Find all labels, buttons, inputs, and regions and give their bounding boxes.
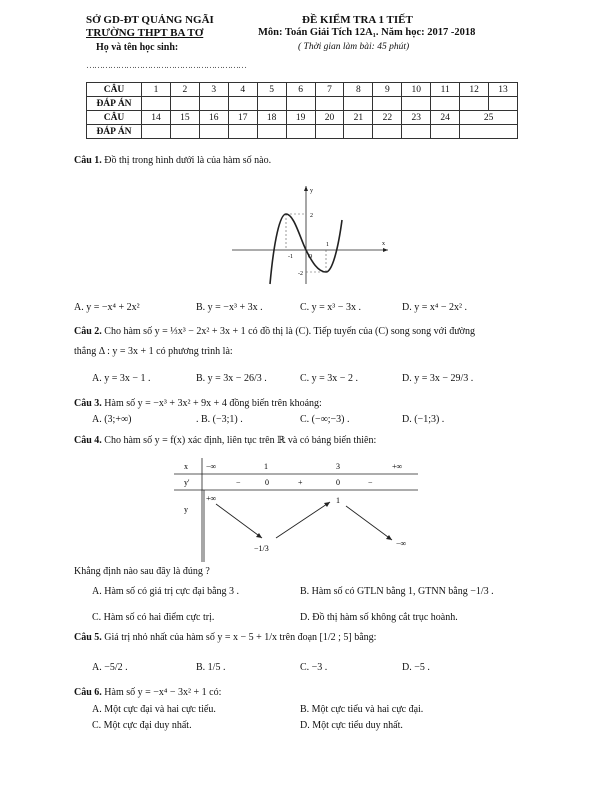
q3-option-a[interactable]: A. (3;+∞): [92, 414, 132, 425]
table-header-cau: CÂU: [87, 83, 142, 97]
exam-subject: Môn: Toán Giải Tích 12A₁. Năm học: 2017 -2018: [258, 27, 476, 38]
question-label: Câu 4.: [74, 435, 102, 446]
variation-table: [170, 456, 422, 562]
q2-option-a[interactable]: A. y = 3x − 1 .: [92, 373, 151, 384]
question-2-line-2: thẳng Δ : y = 3x + 1 có phương trình là:: [74, 346, 233, 357]
vt-arrow-up: [276, 502, 330, 538]
question-label: Câu 3.: [74, 398, 102, 409]
answer-table: [86, 82, 518, 139]
table-cell: 20: [315, 111, 344, 125]
vt-y-value: −1/3: [254, 544, 269, 553]
vt-yprime-label: y': [184, 478, 190, 487]
vt-y-value: +∞: [206, 494, 217, 503]
vt-y-value: 1: [336, 496, 340, 505]
q2-option-d[interactable]: D. y = 3x − 29/3 .: [402, 373, 474, 384]
q3-option-c[interactable]: C. (−∞;−3) .: [300, 414, 350, 425]
x-axis-arrow: [383, 248, 388, 252]
vt-sign: −: [236, 478, 241, 487]
table-cell: 8: [344, 83, 373, 97]
table-cell: 9: [373, 83, 402, 97]
table-header-dap-an: ĐÁP ÁN: [87, 125, 142, 139]
table-cell: 12: [460, 83, 489, 97]
exam-time: ( Thời gian làm bài: 45 phút): [298, 42, 410, 52]
question-text: Hàm số y = −x⁴ − 3x² + 1 có:: [104, 687, 222, 698]
q4-option-a[interactable]: A. Hàm số có giá trị cực đại bằng 3 .: [92, 586, 240, 597]
table-cell: 16: [199, 111, 228, 125]
vt-x-value: +∞: [392, 462, 403, 471]
question-3: [74, 397, 322, 411]
question-label: Câu 2.: [74, 326, 102, 337]
table-row: [87, 111, 518, 125]
q6-option-b[interactable]: B. Một cực tiểu và hai cực đại.: [300, 704, 424, 715]
q1-option-d[interactable]: D. y = x⁴ − 2x² .: [402, 302, 467, 313]
q1-option-c[interactable]: C. y = x³ − 3x .: [300, 302, 361, 313]
q6-option-c[interactable]: C. Một cực đại duy nhất.: [92, 720, 192, 731]
vt-y-value: −∞: [396, 539, 407, 548]
q1-option-b[interactable]: B. y = −x³ + 3x .: [196, 302, 263, 313]
table-cell: 3: [199, 83, 228, 97]
question-text: Giá trị nhỏ nhất của hàm số y = x − 5 + 1/x trên đoạn [1/2 ; 5] bằng:: [104, 632, 377, 643]
table-cell: 22: [373, 111, 402, 125]
y-axis-arrow: [304, 186, 308, 191]
q6-option-d[interactable]: D. Một cực tiểu duy nhất.: [300, 720, 403, 731]
function-graph: [228, 180, 396, 288]
name-dots: ……………………………………………………: [86, 60, 246, 70]
tick-label: -2: [298, 271, 303, 277]
table-cell: 15: [170, 111, 199, 125]
vt-arrow-down: [346, 506, 392, 540]
x-axis-label: x: [382, 241, 385, 247]
table-row: [87, 125, 518, 139]
student-name-label: Họ và tên học sinh:: [96, 42, 179, 53]
vt-arrow-down: [216, 504, 262, 538]
table-row: [87, 97, 518, 111]
question-text: Đồ thị trong hình dưới là của hàm số nào.: [104, 155, 272, 166]
question-4-prompt: Khẳng định nào sau đây là đúng ?: [74, 566, 210, 577]
vt-x-value: −∞: [206, 462, 217, 471]
q2-option-c[interactable]: C. y = 3x − 2 .: [300, 373, 358, 384]
table-cell: 23: [402, 111, 431, 125]
table-cell: 17: [228, 111, 257, 125]
question-text: Cho hàm số y = ⅓x³ − 2x² + 3x + 1 có đồ thị là (C). Tiếp tuyến của (C) song song với đường: [104, 326, 475, 337]
table-cell: 5: [257, 83, 286, 97]
exam-title: ĐỀ KIỂM TRA 1 TIẾT: [302, 14, 413, 26]
table-cell: 13: [489, 83, 518, 97]
question-2: [74, 325, 475, 339]
question-label: Câu 1.: [74, 155, 102, 166]
question-4: [74, 434, 376, 448]
vt-x-label: x: [184, 462, 188, 471]
question-label: Câu 6.: [74, 687, 102, 698]
table-row: [87, 83, 518, 97]
table-cell: 25: [460, 111, 518, 125]
table-cell: 2: [170, 83, 199, 97]
q3-option-d[interactable]: D. (−1;3) .: [402, 414, 445, 425]
tick-label: -1: [288, 254, 293, 260]
table-cell: 1: [142, 83, 171, 97]
question-text: Cho hàm số y = f(x) xác định, liên tục trên ℝ và có bảng biến thiên:: [104, 435, 377, 446]
table-cell: 6: [286, 83, 315, 97]
origin-label: O: [308, 254, 313, 260]
department-name: SỞ GD-ĐT QUẢNG NGÃI: [86, 14, 214, 26]
table-header-cau: CÂU: [87, 111, 142, 125]
q4-option-c[interactable]: C. Hàm số có hai điểm cực trị.: [92, 612, 215, 623]
q5-option-a[interactable]: A. −5/2 .: [92, 662, 128, 673]
q5-option-b[interactable]: B. 1/5 .: [196, 662, 226, 673]
table-cell: 4: [228, 83, 257, 97]
table-header-dap-an: ĐÁP ÁN: [87, 97, 142, 111]
vt-x-value: 3: [336, 462, 340, 471]
table-cell: 24: [431, 111, 460, 125]
q6-option-a[interactable]: A. Một cực đại và hai cực tiểu.: [92, 704, 216, 715]
question-5: [74, 631, 376, 645]
vt-sign: −: [368, 478, 373, 487]
tick-label: 1: [326, 242, 329, 248]
table-cell: 18: [257, 111, 286, 125]
q1-option-a[interactable]: A. y = −x⁴ + 2x²: [74, 302, 140, 313]
vt-y-label: y: [184, 505, 188, 514]
q5-option-c[interactable]: C. −3 .: [300, 662, 328, 673]
tick-label: 2: [310, 213, 313, 219]
table-cell: 7: [315, 83, 344, 97]
question-6: [74, 686, 221, 700]
question-label: Câu 5.: [74, 632, 102, 643]
q4-option-b[interactable]: B. Hàm số có GTLN bằng 1, GTNN bằng −1/3 .: [300, 586, 494, 597]
q4-option-d[interactable]: D. Đồ thị hàm số không cắt trục hoành.: [300, 612, 458, 623]
q2-option-b[interactable]: B. y = 3x − 26/3 .: [196, 373, 267, 384]
vt-zero: 0: [336, 478, 340, 487]
table-cell: 10: [402, 83, 431, 97]
table-cell: 21: [344, 111, 373, 125]
table-cell: 14: [142, 111, 171, 125]
vt-sign: +: [298, 478, 303, 487]
y-axis-label: y: [310, 188, 313, 194]
school-name: TRƯỜNG THPT BA TƠ: [86, 27, 204, 39]
vt-x-value: 1: [264, 462, 268, 471]
question-text: Hàm số y = −x³ + 3x² + 9x + 4 đồng biến trên khoảng:: [104, 398, 322, 409]
question-1: [74, 154, 271, 168]
q5-option-d[interactable]: D. −5 .: [402, 662, 430, 673]
q3-option-b[interactable]: . B. (−3;1) .: [196, 414, 243, 425]
vt-zero: 0: [265, 478, 269, 487]
table-cell: 11: [431, 83, 460, 97]
table-cell: 19: [286, 111, 315, 125]
